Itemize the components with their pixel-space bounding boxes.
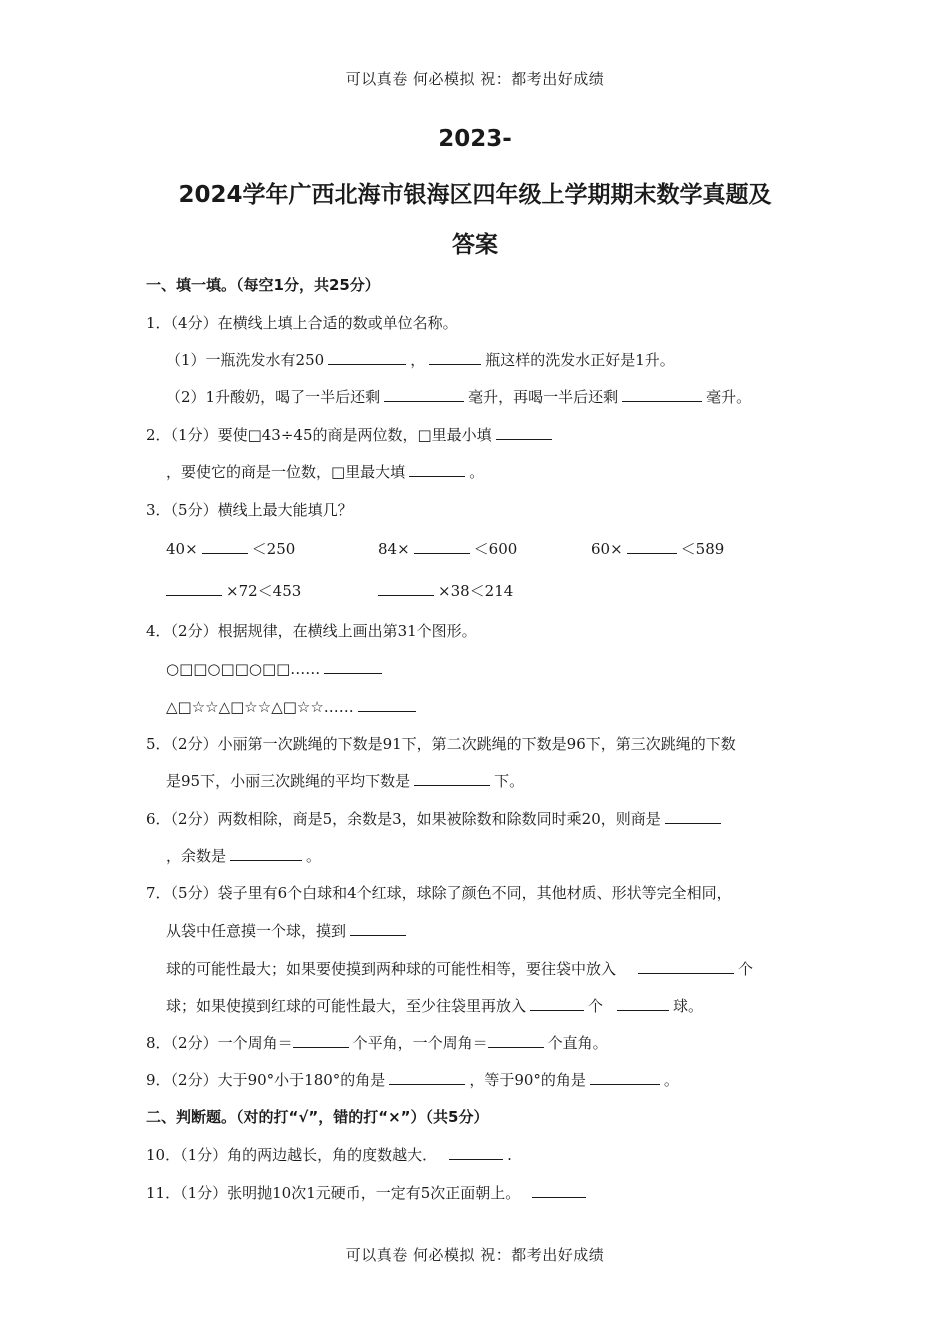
q3-e1-right: ＜250 <box>251 540 296 558</box>
q7-blank-4[interactable] <box>617 995 669 1011</box>
question-8 <box>146 1032 608 1053</box>
q3-e5-blank[interactable] <box>378 580 434 596</box>
q3-e3-blank[interactable] <box>627 538 677 554</box>
q4-shapes-1: ○□□○□□○□□…… <box>166 660 321 678</box>
q3-e1-blank[interactable] <box>202 538 248 554</box>
q3-expr-2 <box>378 538 517 559</box>
q3-e4-right: ×72＜453 <box>226 582 302 600</box>
q11-text-a: 11．（1分）张明抛10次1元硬币，一定有5次正面朝上。 <box>146 1184 521 1202</box>
q4-shapes-2: △□☆☆△□☆☆△□☆☆…… <box>166 698 354 716</box>
q10-text-a: 10．（1分）角的两边越长，角的度数越大． <box>146 1146 438 1164</box>
q4-blank-2[interactable] <box>358 696 416 712</box>
q1-p1-text-a: （1）一瓶洗发水有250 <box>166 351 325 369</box>
q8-blank-2[interactable] <box>488 1032 544 1048</box>
q9-text-b: ，等于90°的角是 <box>469 1071 586 1089</box>
question-2-line-1 <box>146 424 556 445</box>
q1-p2-text-b: 毫升，再喝一半后还剩 <box>468 388 619 406</box>
q3-expr-4 <box>166 580 301 601</box>
question-5-line-2 <box>166 770 524 791</box>
q8-text-c: 个直角。 <box>547 1034 608 1052</box>
q5-text-b: 是95下，小丽三次跳绳的平均下数是 <box>166 772 411 790</box>
q1-p2-text-c: 毫升。 <box>706 388 752 406</box>
question-4-stem: 4．（2分）根据规律，在横线上画出第31个图形。 <box>146 622 477 640</box>
question-7-line-1: 7．（5分）袋子里有6个白球和4个红球，球除了颜色不同，其他材质、形状等完全相同， <box>146 884 732 902</box>
q9-text-c: 。 <box>663 1071 679 1089</box>
q7-text-b: 从袋中任意摸一个球，摸到 <box>166 922 347 940</box>
title-line-3: 答案 <box>452 232 498 258</box>
q3-expr-1 <box>166 538 295 559</box>
q1-p2-text-a: （2）1升酸奶，喝了一半后还剩 <box>166 388 381 406</box>
q7-blank-1[interactable] <box>350 920 406 936</box>
q1-p1-text-c: 瓶这样的洗发水正好是1升。 <box>485 351 675 369</box>
q3-e2-right: ＜600 <box>473 540 518 558</box>
title-line-1: 2023- <box>438 126 512 152</box>
q3-e2-left: 84× <box>378 540 410 558</box>
q4-sequence-2 <box>166 696 420 716</box>
q5-blank[interactable] <box>414 770 490 786</box>
question-9 <box>146 1069 679 1090</box>
question-6-line-1 <box>146 808 725 829</box>
page-footer: 可以真卷 何必模拟 祝：都考出好成绩 <box>345 1246 605 1264</box>
question-1-part-2 <box>166 386 751 407</box>
q10-blank[interactable] <box>449 1144 503 1160</box>
question-1-stem: 1．（4分）在横线上填上合适的数或单位名称。 <box>146 314 458 332</box>
q7-blank-3[interactable] <box>530 995 584 1011</box>
q8-text-a: 8．（2分）一个周角＝ <box>146 1034 293 1052</box>
q7-text-f: 个 <box>588 997 604 1015</box>
q1-p2-blank-2[interactable] <box>622 386 702 402</box>
q1-p1-text-b: ， <box>410 351 426 369</box>
question-2-line-2 <box>166 461 484 482</box>
title-line-2: 2024学年广西北海市银海区四年级上学期期末数学真题及 <box>178 182 772 208</box>
q3-e3-right: ＜589 <box>680 540 725 558</box>
question-7-line-3 <box>166 958 753 979</box>
q6-text-a: 6．（2分）两数相除，商是5，余数是3，如果被除数和除数同时乘20，则商是 <box>146 810 661 828</box>
q2-blank-1[interactable] <box>496 424 552 440</box>
q6-text-b: ，余数是 <box>166 847 227 865</box>
q9-blank-2[interactable] <box>590 1069 660 1085</box>
q3-expr-3 <box>591 538 724 559</box>
q1-p1-blank-2[interactable] <box>429 349 481 365</box>
q1-p1-blank-1[interactable] <box>328 349 406 365</box>
section-2-heading: 二、判断题。（对的打“√”，错的打“×”）（共5分） <box>146 1108 489 1126</box>
q3-e3-left: 60× <box>591 540 623 558</box>
question-7-line-2 <box>166 920 410 941</box>
q5-text-c: 下。 <box>494 772 525 790</box>
q3-expr-5 <box>378 580 513 601</box>
q4-blank-1[interactable] <box>324 658 382 674</box>
q9-blank-1[interactable] <box>389 1069 465 1085</box>
q3-e2-blank[interactable] <box>414 538 470 554</box>
q7-blank-2[interactable] <box>638 958 734 974</box>
q9-text-a: 9．（2分）大于90°小于180°的角是 <box>146 1071 386 1089</box>
q7-text-g: 球。 <box>673 997 704 1015</box>
q10-text-b: . <box>507 1146 512 1164</box>
q1-p2-blank-1[interactable] <box>384 386 464 402</box>
q11-blank[interactable] <box>532 1182 586 1198</box>
question-11 <box>146 1182 590 1203</box>
question-7-line-4 <box>166 995 703 1016</box>
q3-e1-left: 40× <box>166 540 198 558</box>
q2-text-b: ，要使它的商是一位数，□里最大填 <box>166 463 406 481</box>
q3-e5-right: ×38＜214 <box>438 582 514 600</box>
q6-blank-1[interactable] <box>665 808 721 824</box>
q3-e4-blank[interactable] <box>166 580 222 596</box>
q7-text-e: 球；如果使摸到红球的可能性最大，至少往袋里再放入 <box>166 997 527 1015</box>
q2-blank-2[interactable] <box>409 461 465 477</box>
q4-sequence-1 <box>166 658 386 678</box>
q6-blank-2[interactable] <box>230 845 302 861</box>
question-5-line-1: 5．（2分）小丽第一次跳绳的下数是91下，第二次跳绳的下数是96下，第三次跳绳的下数 <box>146 735 736 753</box>
q7-text-c: 球的可能性最大；如果要使摸到两种球的可能性相等，要往袋中放入 <box>166 960 617 978</box>
question-6-line-2 <box>166 845 321 866</box>
q2-text-c: 。 <box>469 463 485 481</box>
q2-text-a: 2．（1分）要使□43÷45的商是两位数，□里最小填 <box>146 426 492 444</box>
q8-blank-1[interactable] <box>293 1032 349 1048</box>
q8-text-b: 个平角，一个周角＝ <box>352 1034 488 1052</box>
q6-text-c: 。 <box>306 847 322 865</box>
page-header: 可以真卷 何必模拟 祝：都考出好成绩 <box>345 70 605 88</box>
q7-text-d: 个 <box>738 960 754 978</box>
section-1-heading: 一、填一填。（每空1分，共25分） <box>146 276 380 294</box>
question-1-part-1 <box>166 349 675 370</box>
question-10 <box>146 1144 512 1165</box>
question-3-stem: 3．（5分）横线上最大能填几？ <box>146 501 353 519</box>
